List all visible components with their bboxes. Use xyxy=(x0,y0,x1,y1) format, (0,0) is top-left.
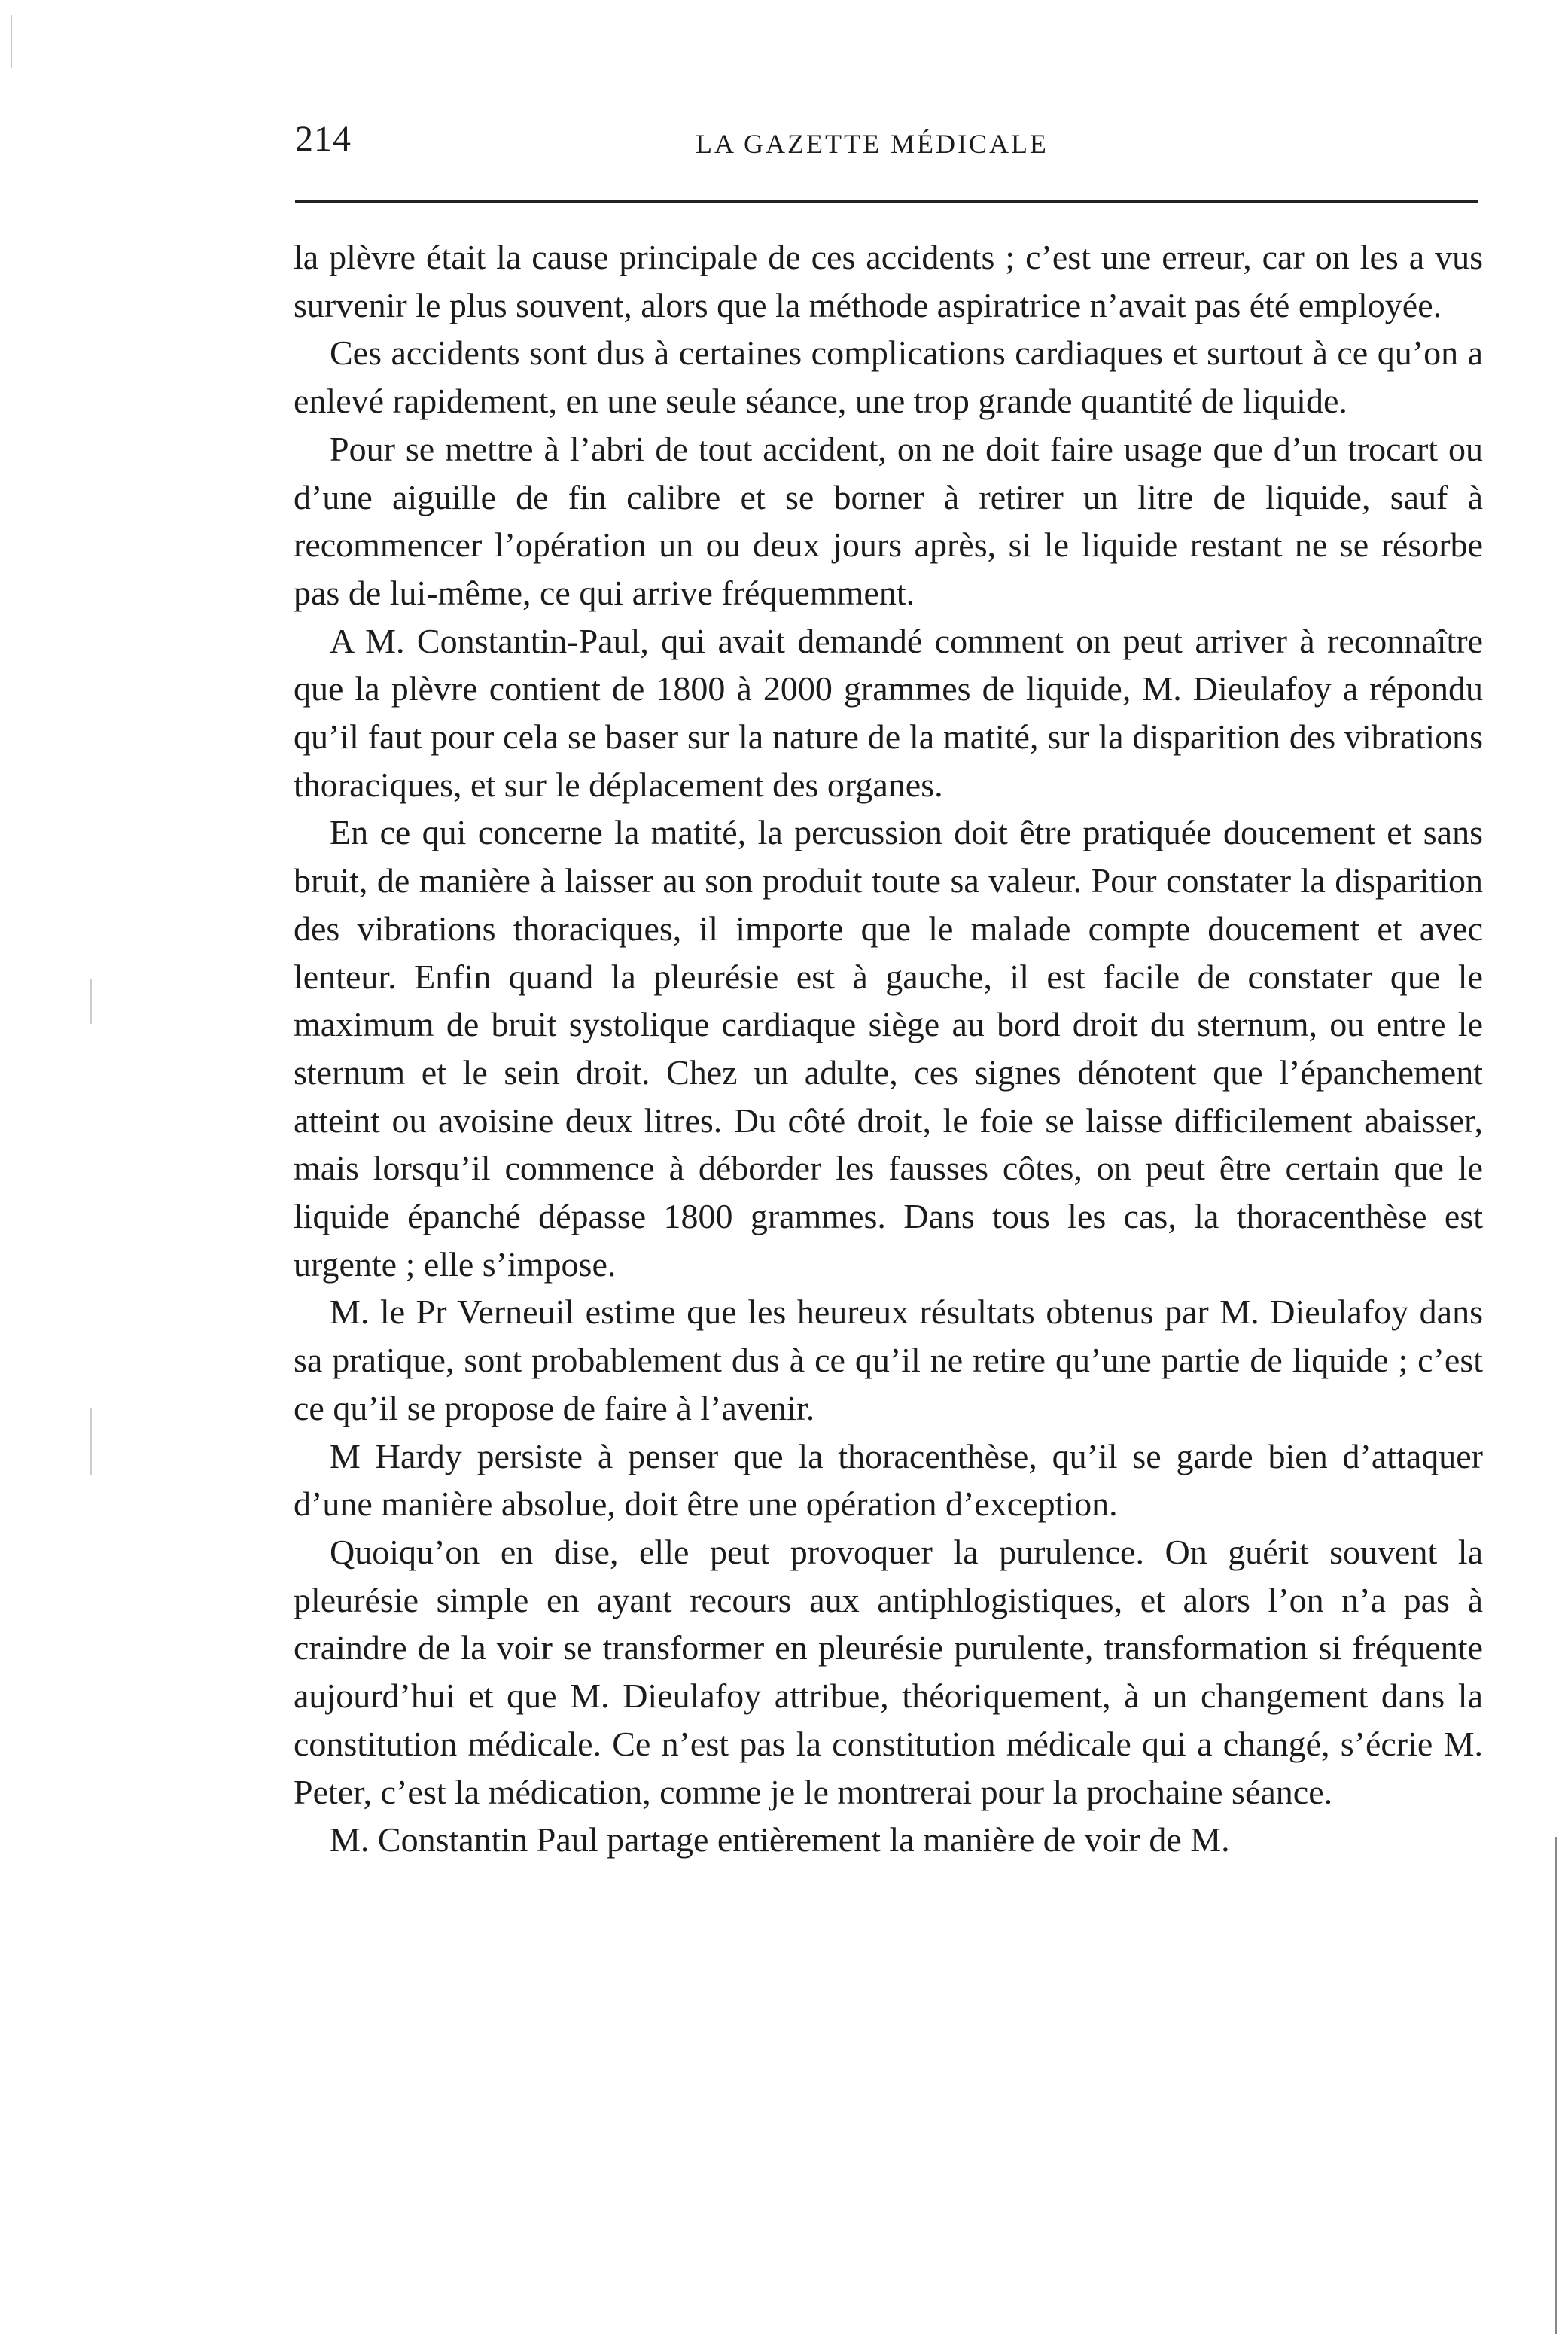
paragraph: la plèvre était la cause principale de ces accidents ; c’est une erreur, car on les a vus survenir le plus souvent, alors que la méthode aspiratrice n’avait pas été employée. xyxy=(294,238,1483,324)
scan-edge-mark xyxy=(11,15,12,68)
body-text xyxy=(294,233,1483,1864)
scan-edge-mark xyxy=(1555,1837,1557,2334)
paragraph: M. Constantin Paul partage entièrement la manière de voir de M. xyxy=(330,1820,1230,1859)
paragraph: En ce qui concerne la matité, la percussion doit être pratiquée doucement et sans bruit, de manière à laisser au son produit toute sa valeur. Pour constater la disparition des vibrations thoraciques, il importe que le malade compte doucement et avec lenteur. Enfin quand la pleurésie est à gauche, il est facile de constater que le maximum de bruit systolique cardiaque siège au bord droit du sternum, ou entre le sternum et le sein droit. Chez un adulte, ces signes dénotent que l’épanchement atteint ou avoisine deux litres. Du côté droit, le foie se laisse difficilement abaisser, mais lorsqu’il commence à déborder les fausses côtes, on peut être certain que le liquide épanché dépasse 1800 grammes. Dans tous les cas, la thoracenthèse est urgente ; elle s’impose. xyxy=(294,813,1483,1284)
page-number: 214 xyxy=(295,119,352,159)
paragraph: Pour se mettre à l’abri de tout accident, on ne doit faire usage que d’un trocart ou d’une aiguille de fin calibre et se borner à retirer un litre de liquide, sauf à recommencer l’opération un ou deux jours après, si le liquide restant ne se résorbe pas de lui-même, ce qui arrive fréquemment. xyxy=(294,429,1483,612)
page-header xyxy=(295,113,1477,166)
scan-edge-mark xyxy=(90,979,92,1024)
paragraph: Ces accidents sont dus à certaines complications cardiaques et surtout à ce qu’on a enlevé rapidement, en une seule séance, une trop grande quantité de liquide. xyxy=(294,333,1483,421)
paragraph: A M. Constantin-Paul, qui avait demandé comment on peut arriver à reconnaître que la plèvre contient de 1800 à 2000 grammes de liquide, M. Dieulafoy a répondu qu’il faut pour cela se baser sur la nature de la matité, sur la disparition des vibrations thoraciques, et sur le déplacement des organes. xyxy=(294,621,1483,804)
paragraph: M. le Pr Verneuil estime que les heureux résultats obtenus par M. Dieulafoy dans sa pratique, sont probablement dus à ce qu’il ne retire qu’une partie de liquide ; c’est ce qu’il se propose de faire à l’avenir. xyxy=(294,1293,1483,1427)
header-rule xyxy=(295,200,1478,203)
running-title: LA GAZETTE MÉDICALE xyxy=(696,129,1049,159)
paragraph: M Hardy persiste à penser que la thoracenthèse, qu’il se garde bien d’attaquer d’une manière absolue, doit être une opération d’exception. xyxy=(294,1436,1483,1524)
scan-edge-mark xyxy=(90,1408,92,1475)
paragraph: Quoiqu’on en dise, elle peut provoquer la purulence. On guérit souvent la pleurésie simple en ayant recours aux antiphlogistiques, et alors l’on n’a pas à craindre de la voir se transformer en pleurésie purulente, transformation si fréquente aujourd’hui et que M. Dieulafoy attribue, théoriquement, à un changement dans la constitution médicale. Ce n’est pas la constitution médicale qui a changé, s’écrie M. Peter, c’est la médication, comme je le montrerai pour la prochaine séance. xyxy=(294,1532,1483,1811)
